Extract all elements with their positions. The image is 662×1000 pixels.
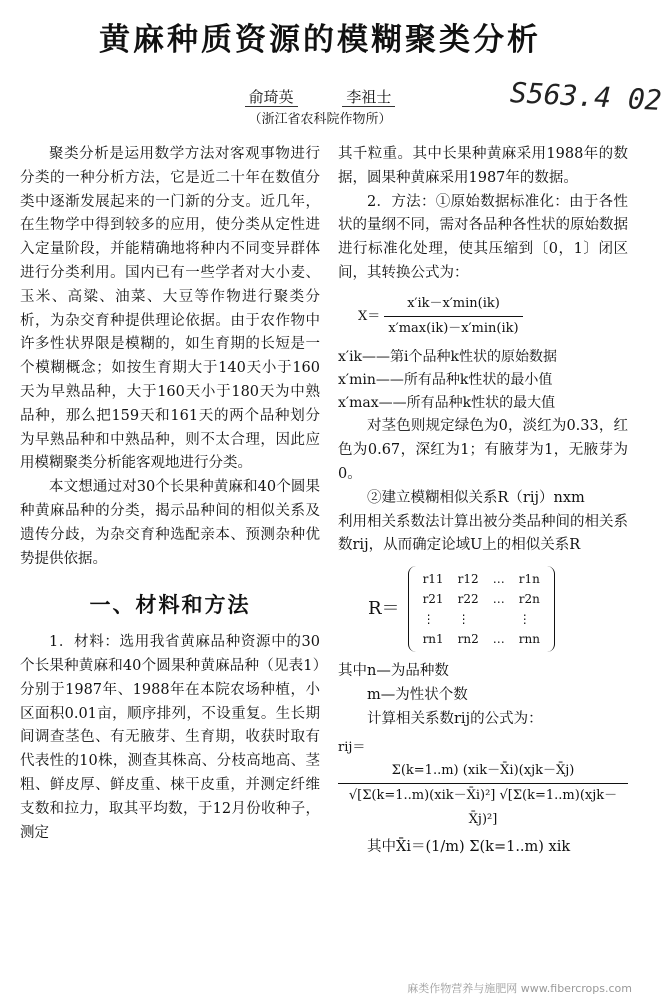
- n-definition: 其中n—为品种数: [338, 663, 449, 680]
- definition-1: x′ik——第i个品种k性状的原始数据: [338, 349, 557, 366]
- section-heading-materials-methods: 一、材料和方法: [89, 592, 251, 618]
- paper-title: 黄麻种质资源的模糊聚类分析: [99, 22, 541, 58]
- similarity-matrix: [368, 566, 628, 652]
- matrix-cell: rnn: [518, 632, 540, 647]
- definition-3: x′max——所有品种k性状的最大值: [338, 395, 556, 412]
- affiliation: （浙江省农科院作物所）: [248, 112, 392, 127]
- matrix-cell: …: [492, 572, 505, 587]
- intro-paragraph-2: 本文想通过对30个长果种黄麻和40个圆果种黄麻品种的分类，揭示品种间的相似关系及遗传分歧，为杂交育种选配亲本、预测杂种优势提供依据。: [20, 479, 320, 567]
- matrix-cell: r22: [457, 592, 479, 607]
- author-1: 俞琦英: [245, 88, 298, 107]
- matrix-cell: r11: [422, 572, 444, 587]
- left-column: [20, 143, 320, 845]
- matrix-cell: [487, 610, 511, 628]
- matrix-cell: r1n: [518, 572, 540, 587]
- mean-definition: 其中X̄i＝(1/m) Σ(k=1..m) xik: [367, 838, 571, 855]
- correlation-formula: rij＝ $\frac{\text{Σ(k=1..m) (xik－X̄i)(xjk－X̄j)}}{\text{√[Σ(k=1..m)(xik－X̄i)²] √[Σ(k=1..m)(xjk－X̄j)²]}}$: [338, 736, 628, 832]
- formula-definitions: [338, 346, 628, 415]
- standardization-formula: X＝ $\frac{x'ik-x'\min(ik)}{x'\max(ik)-x'\min(ik)}$: [358, 292, 628, 341]
- materials-paragraph: 1．材料：选用我省黄麻品种资源中的30个长果种黄麻和40个圆果种黄麻品种（见表1）分别于1987年、1988年在本院农场种植，小区面积0.01亩，顺序排列，不设重复。生长期间调查茎色、有无腋芽、生育期，收获时取有代表性的10株，测查其株高、分枝高地高、茎粗、鲜皮厚、鲜皮重、梾干皮重，并测定纤维支数和拉力，取其平均数，于12月份收种子，测定: [20, 634, 320, 841]
- handwritten-classification: S563.4 02: [509, 76, 662, 117]
- watermark: 麻类作物营养与施肥网 www.fibercrops.com: [407, 982, 632, 995]
- matrix-cell: ⋮: [422, 612, 435, 627]
- matrix-cell: r12: [457, 572, 479, 587]
- correlation-numerator: Σ(k=1..m) (xik－X̄i)(xjk－X̄j): [338, 759, 628, 784]
- matrix-cell: rn2: [457, 632, 479, 647]
- right-column: [338, 143, 628, 860]
- similarity-relation-heading: ②建立模糊相似关系R（rij）nxm: [367, 489, 585, 506]
- m-definition: m—为性状个数: [367, 686, 468, 703]
- matrix-cell: …: [492, 592, 505, 607]
- author-2: 李祖士: [342, 88, 395, 107]
- matrix-cell: ⋮: [518, 612, 531, 627]
- matrix-cell: rn1: [422, 632, 444, 647]
- matrix-cell: ⋮: [457, 612, 470, 627]
- correlation-denominator: √[Σ(k=1..m)(xik－X̄i)²] √[Σ(k=1..m)(xjk－X̄j)²]: [348, 788, 618, 827]
- matrix-cell: r2n: [518, 592, 540, 607]
- color-coding-paragraph: 对茎色则规定绿色为0，淡红为0.33，红色为0.67，深红为1；有腋芽为1，无腋芽为0。: [338, 418, 628, 482]
- correlation-paragraph: 利用相关系数法计算出被分类品种间的相关系数rij，从而确定论域U上的相似关系R: [338, 513, 628, 554]
- continued-paragraph: 其千粒重。其中长果种黄麻采用1988年的数据，圆果种黄麻采用1987年的数据。: [338, 146, 628, 186]
- method-paragraph: 2．方法：①原始数据标准化：由于各性状的量纲不同，需对各品种各性状的原始数据进行标准化处理，使其压缩到〔0，1〕闭区间，其转换公式为：: [338, 193, 628, 281]
- matrix-table: [408, 566, 555, 652]
- definition-2: x′min——所有品种k性状的最小值: [338, 372, 553, 389]
- formula-denominator: x′max(ik)－x′min(ik): [388, 320, 519, 336]
- matrix-cell: …: [492, 632, 505, 647]
- authors: [0, 86, 640, 107]
- intro-paragraph-1: 聚类分析是运用数学方法对客观事物进行分类的一种分析方法，它是近二十年在数值分类中逐渐发展起来的一门新的分支。近几年，在生物学中得到较多的应用，使分类从定性进入定量阶段，并能精确地将种内不同变异群体进行分类利用。国内已有一些学者对大小麦、玉米、高粱、油菜、大豆等作物进行聚类分析，为杂交育种提供理论依据。由于农作物中许多性状界限是模糊的，如生育期的长短是一个模糊概念；如按生育期大于140天小于160天为早熟品种，大于160天小于180天为中熟品种，那么把159天和161天的两个品种划分为早熟品种和中熟品种，则不太合理，因此应用模糊聚类分析能客观地进行分类。: [20, 146, 320, 472]
- formula-numerator: x′ik－x′min(ik): [384, 292, 522, 317]
- correlation-formula-intro: 计算相关系数rij的公式为：: [367, 710, 543, 727]
- matrix-cell: r21: [422, 592, 444, 607]
- matrix-label: R＝: [368, 598, 400, 620]
